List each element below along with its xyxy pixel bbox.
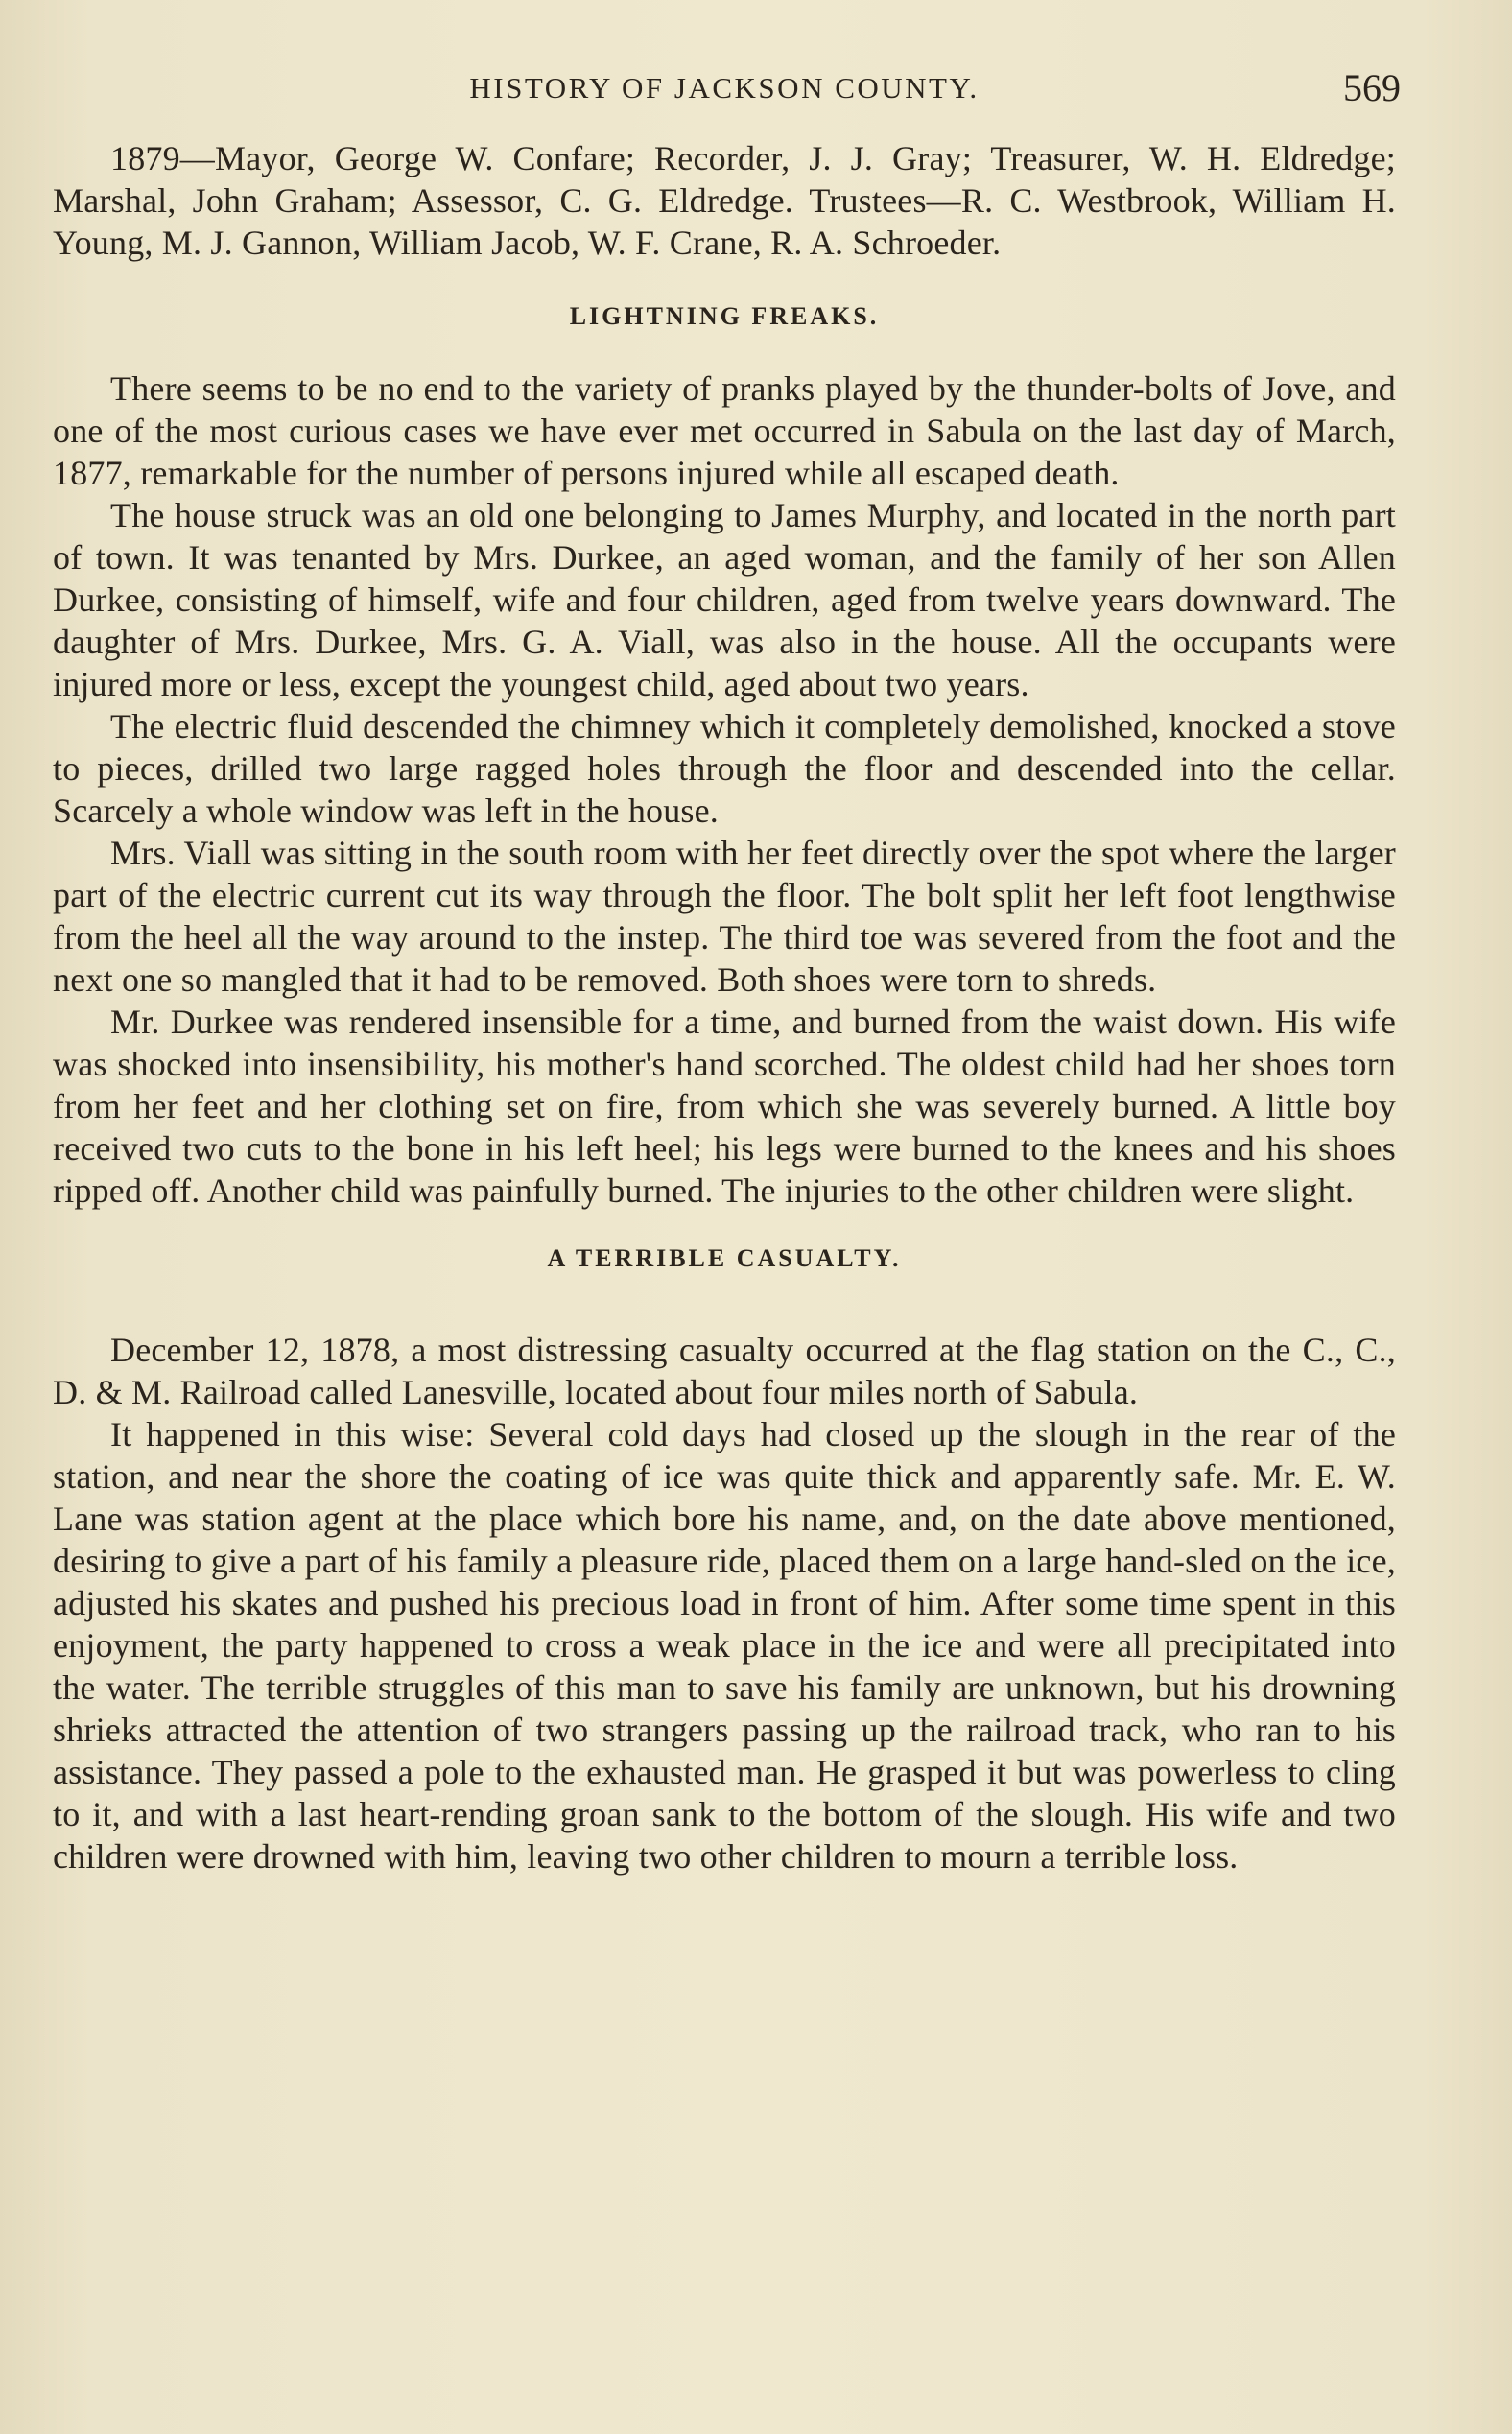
lightning-paragraph: Mr. Durkee was rendered insensible for a time, and burned from the waist down. His wife was shocked into insensibility, his mother's hand scorched. The oldest child had her shoes torn from her feet and her clothing set on fire, from which she was severely burned. A little boy received two cuts to the bone in his left heel; his legs were burned to the knees and his shoes ripped off. Another child was painfully burned. The injuries to the other children were slight. <box>53 1003 1396 1210</box>
section-heading-lightning: LIGHTNING FREAKS. <box>569 302 880 330</box>
lightning-paragraph: There seems to be no end to the variety of pranks played by the thunder-bolts of Jove, and one of the most curious cases we have ever met occurred in Sabula on the last day of March, 1877, remarkable for the number of persons injured while all escaped death. <box>53 369 1396 492</box>
casualty-paragraph: It happened in this wise: Several cold days had closed up the slough in the rear of the station, and near the shore the coating of ice was quite thick and apparently safe. Mr. E. W. Lane was station agent at the place which bore his name, and, on the date above mentioned, desiring to give a part of his family a pleasure ride, placed them on a large hand-sled on the ice, adjusted his skates and pushed his precious load in front of him. After some time spent in this enjoyment, the party happened to cross a weak place in the ice and were all precipitated into the water. The terrible struggles of this man to save his family are unknown, but his drowning shrieks attracted the attention of two strangers passing up the railroad track, who ran to his assistance. They passed a pole to the exhausted man. He grasped it but was powerless to cling to it, and with a last heart-rending groan sank to the bottom of the slough. His wife and two children were drowned with him, leaving two other children to mourn a terrible loss. <box>53 1415 1396 1876</box>
lightning-paragraph: The house struck was an old one belonging to James Murphy, and located in the north part of town. It was tenanted by Mrs. Durkee, an aged woman, and the family of her son Allen Durkee, consisting of himself, wife and four children, aged from twelve years downward. The daughter of Mrs. Durkee, Mrs. G. A. Viall, was also in the house. All the occupants were injured more or less, except the youngest child, aged about two years. <box>53 496 1396 703</box>
running-head <box>53 65 1401 113</box>
officers-paragraph: 1879—Mayor, George W. Confare; Recorder, J. J. Gray; Treasurer, W. H. Eldredge; Marshal, John Graham; Assessor, C. G. Eldredge. Trustees—R. C. Westbrook, William H. Young, M. J. Gannon, William Jacob, W. F. Crane, R. A. Schroeder. <box>53 139 1396 262</box>
casualty-paragraph: December 12, 1878, a most distressing casualty occurred at the flag station on the C., C., D. & M. Railroad called Lanesville, located about four miles north of Sabula. <box>53 1331 1396 1411</box>
page-body <box>53 137 1396 1878</box>
running-title: HISTORY OF JACKSON COUNTY. <box>469 71 980 105</box>
section-heading-casualty: A TERRIBLE CASUALTY. <box>547 1244 902 1272</box>
lightning-paragraph: The electric fluid descended the chimney which it completely demolished, knocked a stove to pieces, drilled two large ragged holes through the floor and descended into the cellar. Scarcely a whole window was left in the house. <box>53 707 1396 830</box>
lightning-paragraph: Mrs. Viall was sitting in the south room with her feet directly over the spot where the larger part of the electric current cut its way through the floor. The bolt split her left foot lengthwise from the heel all the way around to the instep. The third toe was severed from the foot and the next one so mangled that it had to be removed. Both shoes were torn to shreds. <box>53 834 1396 999</box>
page-number: 569 <box>1343 66 1401 109</box>
